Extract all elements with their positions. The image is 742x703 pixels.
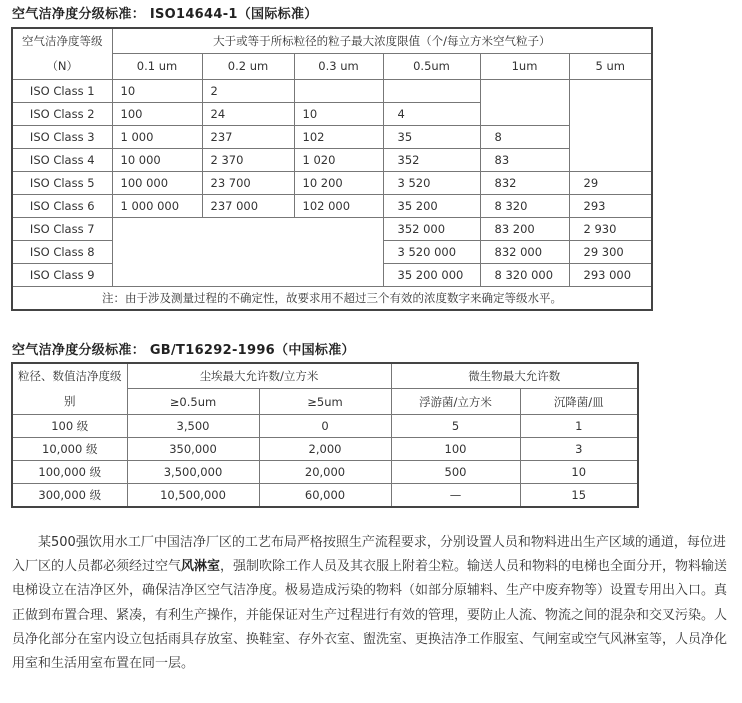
iso-class-label: ISO Class 9 <box>12 264 112 287</box>
table-row <box>12 218 652 241</box>
table-row <box>12 80 652 103</box>
gb-grade-label: 10,000 级 <box>12 438 127 461</box>
gb-value: 60,000 <box>259 484 391 507</box>
iso-note: 注：由于涉及测量过程的不确定性，故要求用不超过三个有效的浓度数字来确定等级水平。 <box>12 287 652 310</box>
iso-value: 832 <box>480 172 569 195</box>
iso-value: 3 520 000 <box>383 241 480 264</box>
iso-value: 2 930 <box>569 218 652 241</box>
empty-cell <box>112 218 383 287</box>
iso-value: 237 <box>202 126 294 149</box>
iso-size-header: 0.5um <box>383 53 480 79</box>
iso-class-label: ISO Class 3 <box>12 126 112 149</box>
iso-value: 2 370 <box>202 149 294 172</box>
iso-value: 293 <box>569 195 652 218</box>
table-row <box>12 126 652 149</box>
iso-size-header: 0.2 um <box>202 53 294 79</box>
gb-value: 3,500,000 <box>127 461 259 484</box>
gb-grade-label: 100,000 级 <box>12 461 127 484</box>
iso-value: 83 <box>480 149 569 172</box>
iso-value: 10 <box>112 80 202 103</box>
gb-value: 3 <box>520 438 638 461</box>
air-shower-link-text: 风淋室 <box>181 559 221 575</box>
iso-value: 237 000 <box>202 195 294 218</box>
iso-value: 352 000 <box>383 218 480 241</box>
iso-class-label: ISO Class 4 <box>12 149 112 172</box>
table-row <box>12 461 638 484</box>
iso-value: 3 520 <box>383 172 480 195</box>
gb-value: 3,500 <box>127 415 259 438</box>
iso-classification-table <box>11 27 653 311</box>
iso-title: 空气洁净度分级标准： ISO14644-1（国际标准） <box>12 7 318 22</box>
paragraph-text: 某500强饮用水工厂中国洁净厂区的工艺布局严格按照生产流程要求，分别设置人员和物料进出生产区域的通道，每位进入厂区的人员都必须经过空气 <box>12 535 726 575</box>
gb-value: 5 <box>391 415 520 438</box>
gb-value: 10 <box>520 461 638 484</box>
gb-value: — <box>391 484 520 507</box>
empty-cell <box>294 80 383 103</box>
iso-value: 23 700 <box>202 172 294 195</box>
gb-value: 20,000 <box>259 461 391 484</box>
iso-value: 29 <box>569 172 652 195</box>
gb-value: 0 <box>259 415 391 438</box>
iso-value: 102 <box>294 126 383 149</box>
gb-classification-table <box>11 362 639 508</box>
iso-value: 832 000 <box>480 241 569 264</box>
gb-sub-header: ≥5um <box>259 389 391 415</box>
iso-class-label: ISO Class 5 <box>12 172 112 195</box>
gb-sub-header: ≥0.5um <box>127 389 259 415</box>
iso-value: 8 320 <box>480 195 569 218</box>
iso-value: 1 020 <box>294 149 383 172</box>
paragraph-text: ，强制吹除工作人员及其衣服上附着尘粒。输送人员和物料的电梯也全面分开，物料输送电梯设立在洁净区外，确保洁净区空气洁净度。极易造成污染的物料（如部分原辅料、生产中废弃物等）设置专用出入口。真正做到布置合理、紧凑，有利生产操作，并能保证对生产过程进行有效的管理，要防止人流、物流之间的混杂和交叉污染。人员净化部分在室内设立包括雨具存放室、换鞋室、存外衣室、盥洗室、更换洁净工作服室、气闸室或空气风淋室等，人员净化用室和生活用室布置在同一层。 <box>12 559 728 672</box>
iso-value: 1 000 000 <box>112 195 202 218</box>
gb-dust-header: 尘埃最大允许数/立方米 <box>127 363 391 389</box>
iso-class-label: ISO Class 2 <box>12 103 112 126</box>
table-row <box>12 438 638 461</box>
gb-sub-header: 浮游菌/立方米 <box>391 389 520 415</box>
gb-value: 500 <box>391 461 520 484</box>
gb-value: 10,500,000 <box>127 484 259 507</box>
iso-value: 8 320 000 <box>480 264 569 287</box>
iso-value: 293 000 <box>569 264 652 287</box>
body-paragraph <box>12 531 738 676</box>
table-row <box>12 149 652 172</box>
iso-class-label: ISO Class 1 <box>12 80 112 103</box>
gb-value: 100 <box>391 438 520 461</box>
iso-size-header: 5 um <box>569 53 652 79</box>
gb-sub-header: 沉降菌/皿 <box>520 389 638 415</box>
iso-class-label: ISO Class 7 <box>12 218 112 241</box>
iso-value: 8 <box>480 126 569 149</box>
iso-value: 35 <box>383 126 480 149</box>
iso-class-label: ISO Class 8 <box>12 241 112 264</box>
iso-value: 24 <box>202 103 294 126</box>
iso-concentration-header: 大于或等于所标粒径的粒子最大浓度限值（个/每立方米空气粒子） <box>112 28 652 53</box>
iso-value: 83 200 <box>480 218 569 241</box>
iso-value: 35 200 <box>383 195 480 218</box>
table-row <box>12 484 638 507</box>
gb-value: 350,000 <box>127 438 259 461</box>
iso-value: 10 200 <box>294 172 383 195</box>
gb-value: 15 <box>520 484 638 507</box>
iso-value: 1 000 <box>112 126 202 149</box>
iso-size-header: 0.3 um <box>294 53 383 79</box>
table-row <box>12 195 652 218</box>
table-row <box>12 172 652 195</box>
iso-value: 102 000 <box>294 195 383 218</box>
iso-value: 100 <box>112 103 202 126</box>
iso-value: 10 000 <box>112 149 202 172</box>
gb-microbe-header: 微生物最大允许数 <box>391 363 638 389</box>
table-row <box>12 415 638 438</box>
gb-grade-label: 300,000 级 <box>12 484 127 507</box>
iso-value: 2 <box>202 80 294 103</box>
iso-value: 29 300 <box>569 241 652 264</box>
empty-cell <box>383 80 480 103</box>
iso-value: 4 <box>383 103 480 126</box>
iso-size-header: 0.1 um <box>112 53 202 79</box>
iso-size-header: 1um <box>480 53 569 79</box>
iso-value: 100 000 <box>112 172 202 195</box>
gb-corner-header: 粒径、数值洁净度级别 <box>12 363 127 415</box>
empty-cell <box>569 80 652 172</box>
gb-grade-label: 100 级 <box>12 415 127 438</box>
gb-title: 空气洁净度分级标准： GB/T16292-1996（中国标准） <box>12 343 355 358</box>
iso-value: 352 <box>383 149 480 172</box>
iso-value: 10 <box>294 103 383 126</box>
iso-value: 35 200 000 <box>383 264 480 287</box>
gb-value: 2,000 <box>259 438 391 461</box>
empty-cell <box>480 80 569 126</box>
iso-class-label: ISO Class 6 <box>12 195 112 218</box>
gb-value: 1 <box>520 415 638 438</box>
iso-level-header: 空气洁净度等级（N） <box>12 28 112 80</box>
